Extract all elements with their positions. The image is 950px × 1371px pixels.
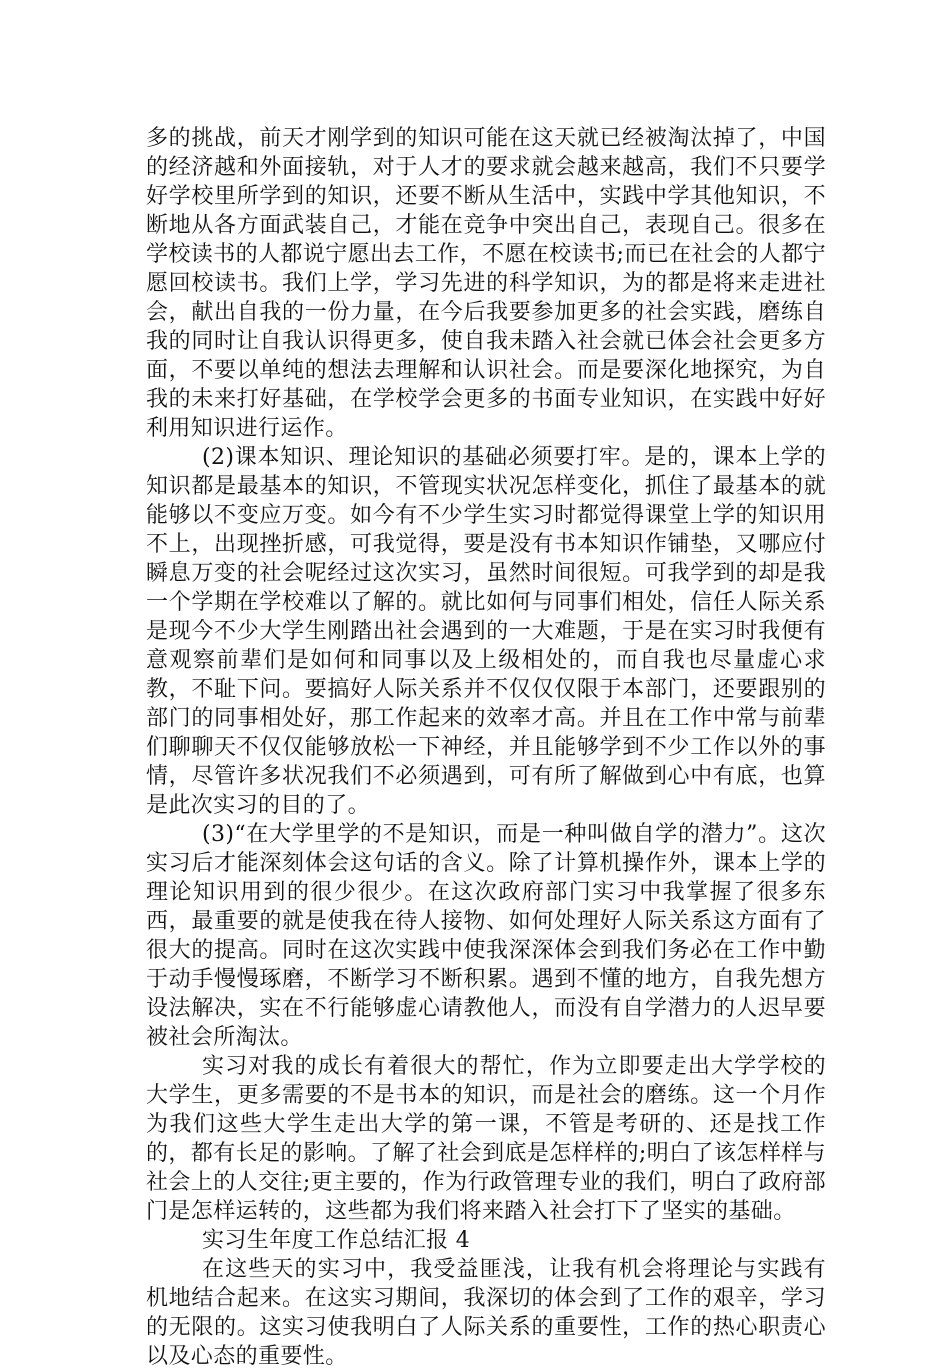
paragraph-continuation: 多的挑战，前天才刚学到的知识可能在这天就已经被淘汰掉了，中国的经济越和外面接轨，对于人才的要求就会越来越高，我们不只要学好学校里所学到的知识，还要不断从生活中，实践中学其他知识，不断地从各方面武装自己，才能在竞争中突出自己，表现自己。很多在学校读书的人都说宁愿出去工作，不愿在校读书;而已在社会的人都宁愿回校读书。我们上学，学习先进的科学知识，为的都是将来走进社会，献出自我的一份力量，在今后我要参加更多的社会实践，磨练自我的同时让自我认识得更多，使自我未踏入社会就已体会社会更多方面，不要以单纯的想法去理解和认识社会。而是要深化地探究，为自我的未来打好基础，在学校学会更多的书面专业知识，在实践中好好利用知识进行运作。 (146, 126, 826, 441)
section-title: 实习生年度工作总结汇报 4 (202, 1228, 471, 1253)
paragraph-point-2: (2)课本知识、理论知识的基础必须要打牢。是的，课本上学的知识都是最基本的知识，不管现实状况怎样变化，抓住了最基本的就能够以不变应万变。如今有不少学生实习时都觉得课堂上学的知识用不上，出现挫折感，可我觉得，要是没有书本知识作铺垫，又哪应付瞬息万变的社会呢经过这次实习，虽然时间很短。可我学到的却是我一个学期在学校难以了解的。就比如何与同事们相处，信任人际关系是现今不少大学生刚踏出社会遇到的一大难题，于是在实习时我便有意观察前辈们是如何和同事以及上级相处的，而自我也尽量虚心求教，不耻下问。要搞好人际关系并不仅仅仅限于本部门，还要跟别的部门的同事相处好，那工作起来的效率才高。并且在工作中常与前辈们聊聊天不仅仅能够放松一下神经，并且能够学到不少工作以外的事情，尽管许多状况我们不必须遇到，可有所了解做到心中有底，也算是此次实习的目的了。 (146, 445, 826, 818)
paragraph-point-3: (3)“在大学里学的不是知识，而是一种叫做自学的潜力”。这次实习后才能深刻体会这句话的含义。除了计算机操作外，课本上学的理论知识用到的很少很少。在这次政府部门实习中我掌握了很多东西，最重要的就是使我在待人接物、如何处理好人际关系这方面有了很大的提高。同时在这次实践中使我深深体会到我们务必在工作中勤于动手慢慢琢磨，不断学习不断积累。遇到不懂的地方，自我先想方设法解决，实在不行能够虚心请教他人，而没有自学潜力的人迟早要被社会所淘汰。 (146, 822, 826, 1050)
paragraph-conclusion: 实习对我的成长有着很大的帮忙，作为立即要走出大学学校的大学生，更多需要的不是书本的知识，而是社会的磨练。这一个月作为我们这些大学生走出大学的第一课，不管是考研的、还是找工作的，都有长足的影响。了解了社会到底是怎样样的;明白了该怎样样与社会上的人交往;更主要的，作为行政管理专业的我们，明白了政府部门是怎样运转的，这些都为我们将来踏入社会打下了坚实的基础。 (146, 1054, 826, 1224)
paragraph-report-4-intro: 在这些天的实习中，我受益匪浅，让我有机会将理论与实践有机地结合起来。在这实习期间，我深切的体会到了工作的艰辛，学习的无限的。这实习使我明白了人际关系的重要性，工作的热心职责心以及心态的重要性。 (146, 1257, 826, 1369)
document-body (146, 124, 826, 1371)
